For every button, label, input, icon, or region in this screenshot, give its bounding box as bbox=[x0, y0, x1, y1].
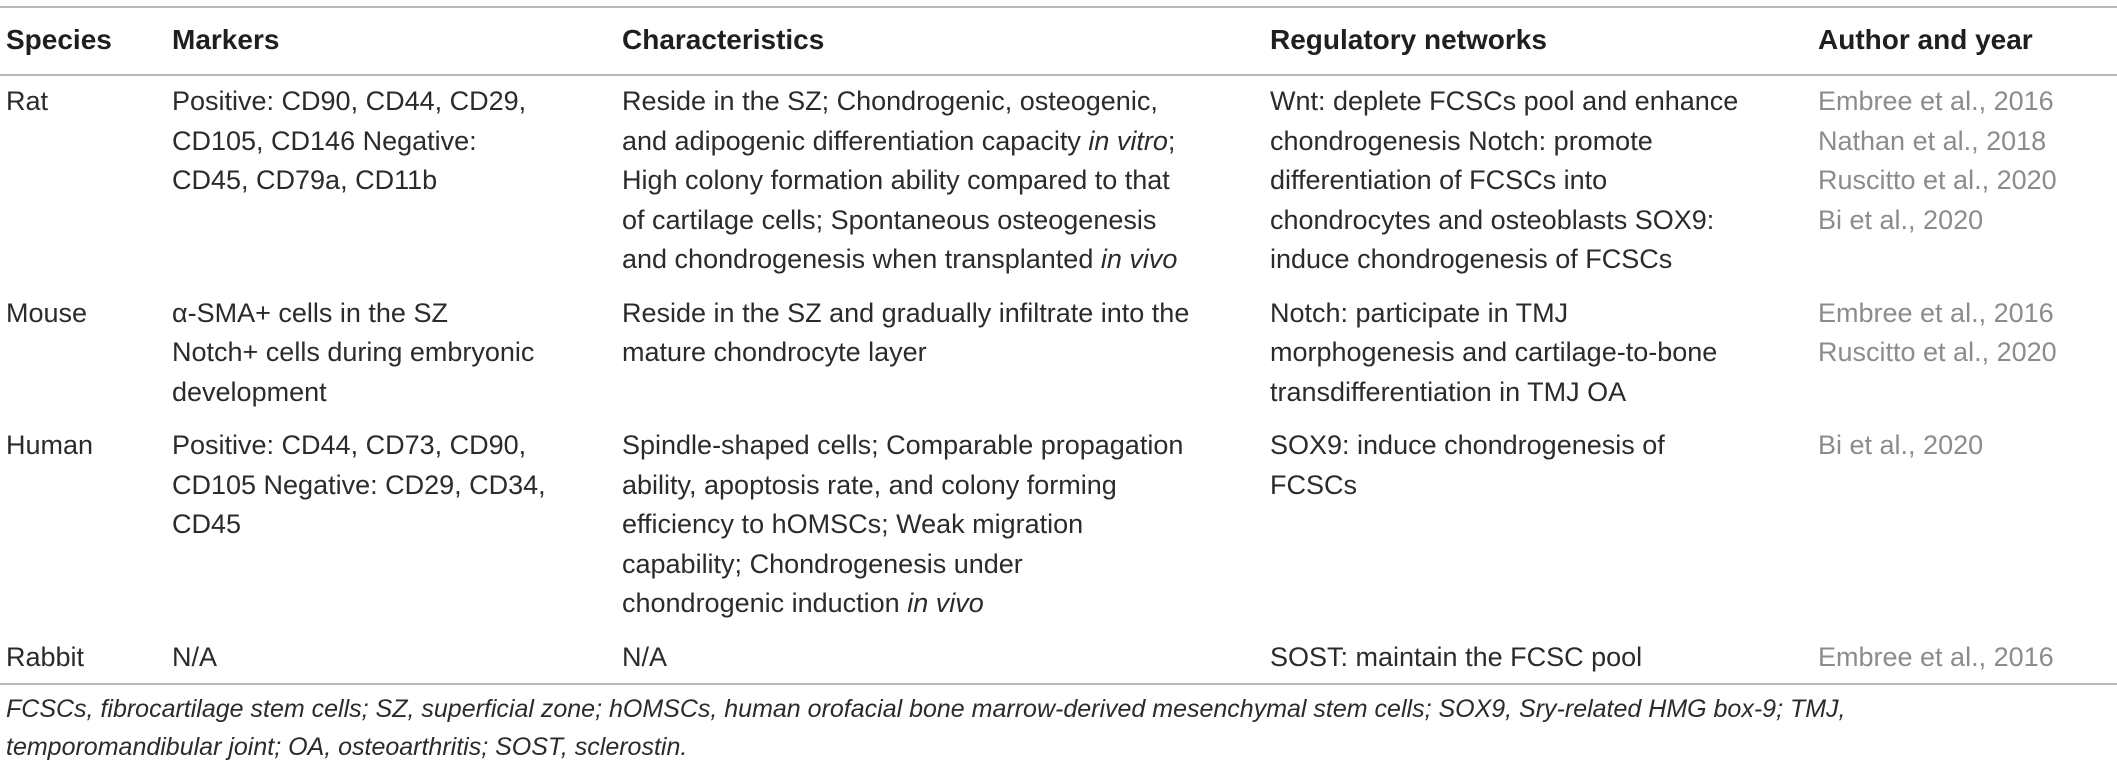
italic-term: in vivo bbox=[907, 588, 984, 618]
reference-link[interactable]: Embree et al., 2016 bbox=[1818, 86, 2054, 116]
markers-cell bbox=[166, 420, 616, 632]
species-table bbox=[0, 6, 2117, 685]
species-cell: Rabbit bbox=[0, 632, 166, 685]
regulatory-line: SOX9: induce chondrogenesis of bbox=[1270, 430, 1665, 460]
characteristics-line: capability; Chondrogenesis under bbox=[622, 548, 1023, 579]
regulatory-line: chondrocytes and osteoblasts SOX9: bbox=[1270, 204, 1715, 235]
characteristics-line: Reside in the SZ and gradually infiltrate into the bbox=[622, 297, 1190, 328]
header-characteristics: Characteristics bbox=[616, 7, 1264, 75]
markers-line: CD45 bbox=[172, 509, 242, 539]
table-row bbox=[0, 288, 2117, 421]
regulatory-line: SOST: maintain the FCSC pool bbox=[1270, 641, 1643, 672]
characteristics-cell bbox=[616, 420, 1264, 632]
characteristics-line: Spindle-shaped cells; Comparable propagation bbox=[622, 430, 1184, 460]
footnote-line: FCSCs, fibrocartilage stem cells; SZ, superficial zone; hOMSCs, human orofacial bone marrow-derived mesenchymal stem cells; SOX9, Sry-related HMG box-9; TMJ, bbox=[6, 695, 1846, 723]
italic-term: in vitro bbox=[1088, 125, 1168, 156]
markers-line: CD45, CD79a, CD11b bbox=[172, 165, 438, 195]
authors-cell bbox=[1812, 75, 2117, 288]
reference-link[interactable]: Nathan et al., 2018 bbox=[1818, 125, 2047, 156]
reference-link[interactable]: Ruscitto et al., 2020 bbox=[1818, 165, 2057, 195]
table-footnote bbox=[6, 690, 2106, 766]
characteristics-line: chondrogenic induction in vivo bbox=[622, 588, 984, 618]
species-cell: Human bbox=[6, 430, 94, 460]
table-row bbox=[0, 420, 2117, 632]
characteristics-line: N/A bbox=[622, 641, 668, 672]
markers-line: Notch+ cells during embryonic bbox=[172, 337, 535, 367]
regulatory-cell bbox=[1264, 632, 1812, 685]
reference-link[interactable]: Bi et al., 2020 bbox=[1818, 430, 1984, 460]
regulatory-line: FCSCs bbox=[1270, 469, 1357, 500]
header-regulatory-networks: Regulatory networks bbox=[1264, 7, 1812, 75]
reference-link[interactable]: Bi et al., 2020 bbox=[1818, 204, 1984, 235]
markers-line: development bbox=[172, 376, 327, 407]
reference-link[interactable]: Embree et al., 2016 bbox=[1818, 297, 2054, 328]
characteristics-line: and chondrogenesis when transplanted in vivo bbox=[622, 244, 1178, 274]
markers-cell bbox=[166, 632, 616, 685]
markers-line: α-SMA+ cells in the SZ bbox=[172, 297, 448, 328]
authors-cell bbox=[1812, 420, 2117, 632]
characteristics-cell bbox=[616, 288, 1264, 421]
header-row bbox=[0, 7, 2117, 75]
characteristics-line: efficiency to hOMSCs; Weak migration bbox=[622, 509, 1084, 539]
characteristics-line: ability, apoptosis rate, and colony forming bbox=[622, 469, 1117, 500]
markers-line: Positive: CD44, CD73, CD90, bbox=[172, 430, 527, 460]
regulatory-line: transdifferentiation in TMJ OA bbox=[1270, 376, 1627, 407]
markers-line: N/A bbox=[172, 641, 218, 672]
characteristics-line: High colony formation ability compared to that bbox=[622, 165, 1170, 195]
characteristics-line: Reside in the SZ; Chondrogenic, osteogenic, bbox=[622, 86, 1158, 116]
markers-line: Positive: CD90, CD44, CD29, bbox=[172, 86, 527, 116]
characteristics-line: of cartilage cells; Spontaneous osteogenesis bbox=[622, 204, 1157, 235]
header-author-and-year: Author and year bbox=[1812, 7, 2117, 75]
italic-term: in vivo bbox=[1100, 244, 1178, 274]
characteristics-line: and adipogenic differentiation capacity in vitro; bbox=[622, 125, 1176, 156]
characteristics-cell bbox=[616, 632, 1264, 685]
header-species: Species bbox=[0, 7, 166, 75]
regulatory-line: induce chondrogenesis of FCSCs bbox=[1270, 244, 1673, 274]
header-markers: Markers bbox=[166, 7, 616, 75]
regulatory-cell bbox=[1264, 75, 1812, 288]
markers-line: CD105, CD146 Negative: bbox=[172, 125, 477, 156]
species-cell: Mouse bbox=[6, 297, 88, 328]
table-row bbox=[0, 75, 2117, 288]
footnote-line: temporomandibular joint; OA, osteoarthritis; SOST, sclerostin. bbox=[6, 733, 688, 761]
markers-line: CD105 Negative: CD29, CD34, bbox=[172, 469, 546, 500]
regulatory-line: chondrogenesis Notch: promote bbox=[1270, 125, 1653, 156]
regulatory-cell bbox=[1264, 420, 1812, 632]
table-row bbox=[0, 632, 2117, 685]
authors-cell bbox=[1812, 632, 2117, 685]
regulatory-line: morphogenesis and cartilage-to-bone bbox=[1270, 337, 1718, 367]
markers-cell bbox=[166, 75, 616, 288]
reference-link[interactable]: Ruscitto et al., 2020 bbox=[1818, 337, 2057, 367]
markers-cell bbox=[166, 288, 616, 421]
regulatory-cell bbox=[1264, 288, 1812, 421]
characteristics-line: mature chondrocyte layer bbox=[622, 337, 927, 367]
regulatory-line: Notch: participate in TMJ bbox=[1270, 297, 1569, 328]
reference-link[interactable]: Embree et al., 2016 bbox=[1818, 641, 2054, 672]
regulatory-line: Wnt: deplete FCSCs pool and enhance bbox=[1270, 86, 1739, 116]
characteristics-cell bbox=[616, 75, 1264, 288]
species-cell: Rat bbox=[6, 86, 49, 116]
regulatory-line: differentiation of FCSCs into bbox=[1270, 165, 1608, 195]
authors-cell bbox=[1812, 288, 2117, 421]
